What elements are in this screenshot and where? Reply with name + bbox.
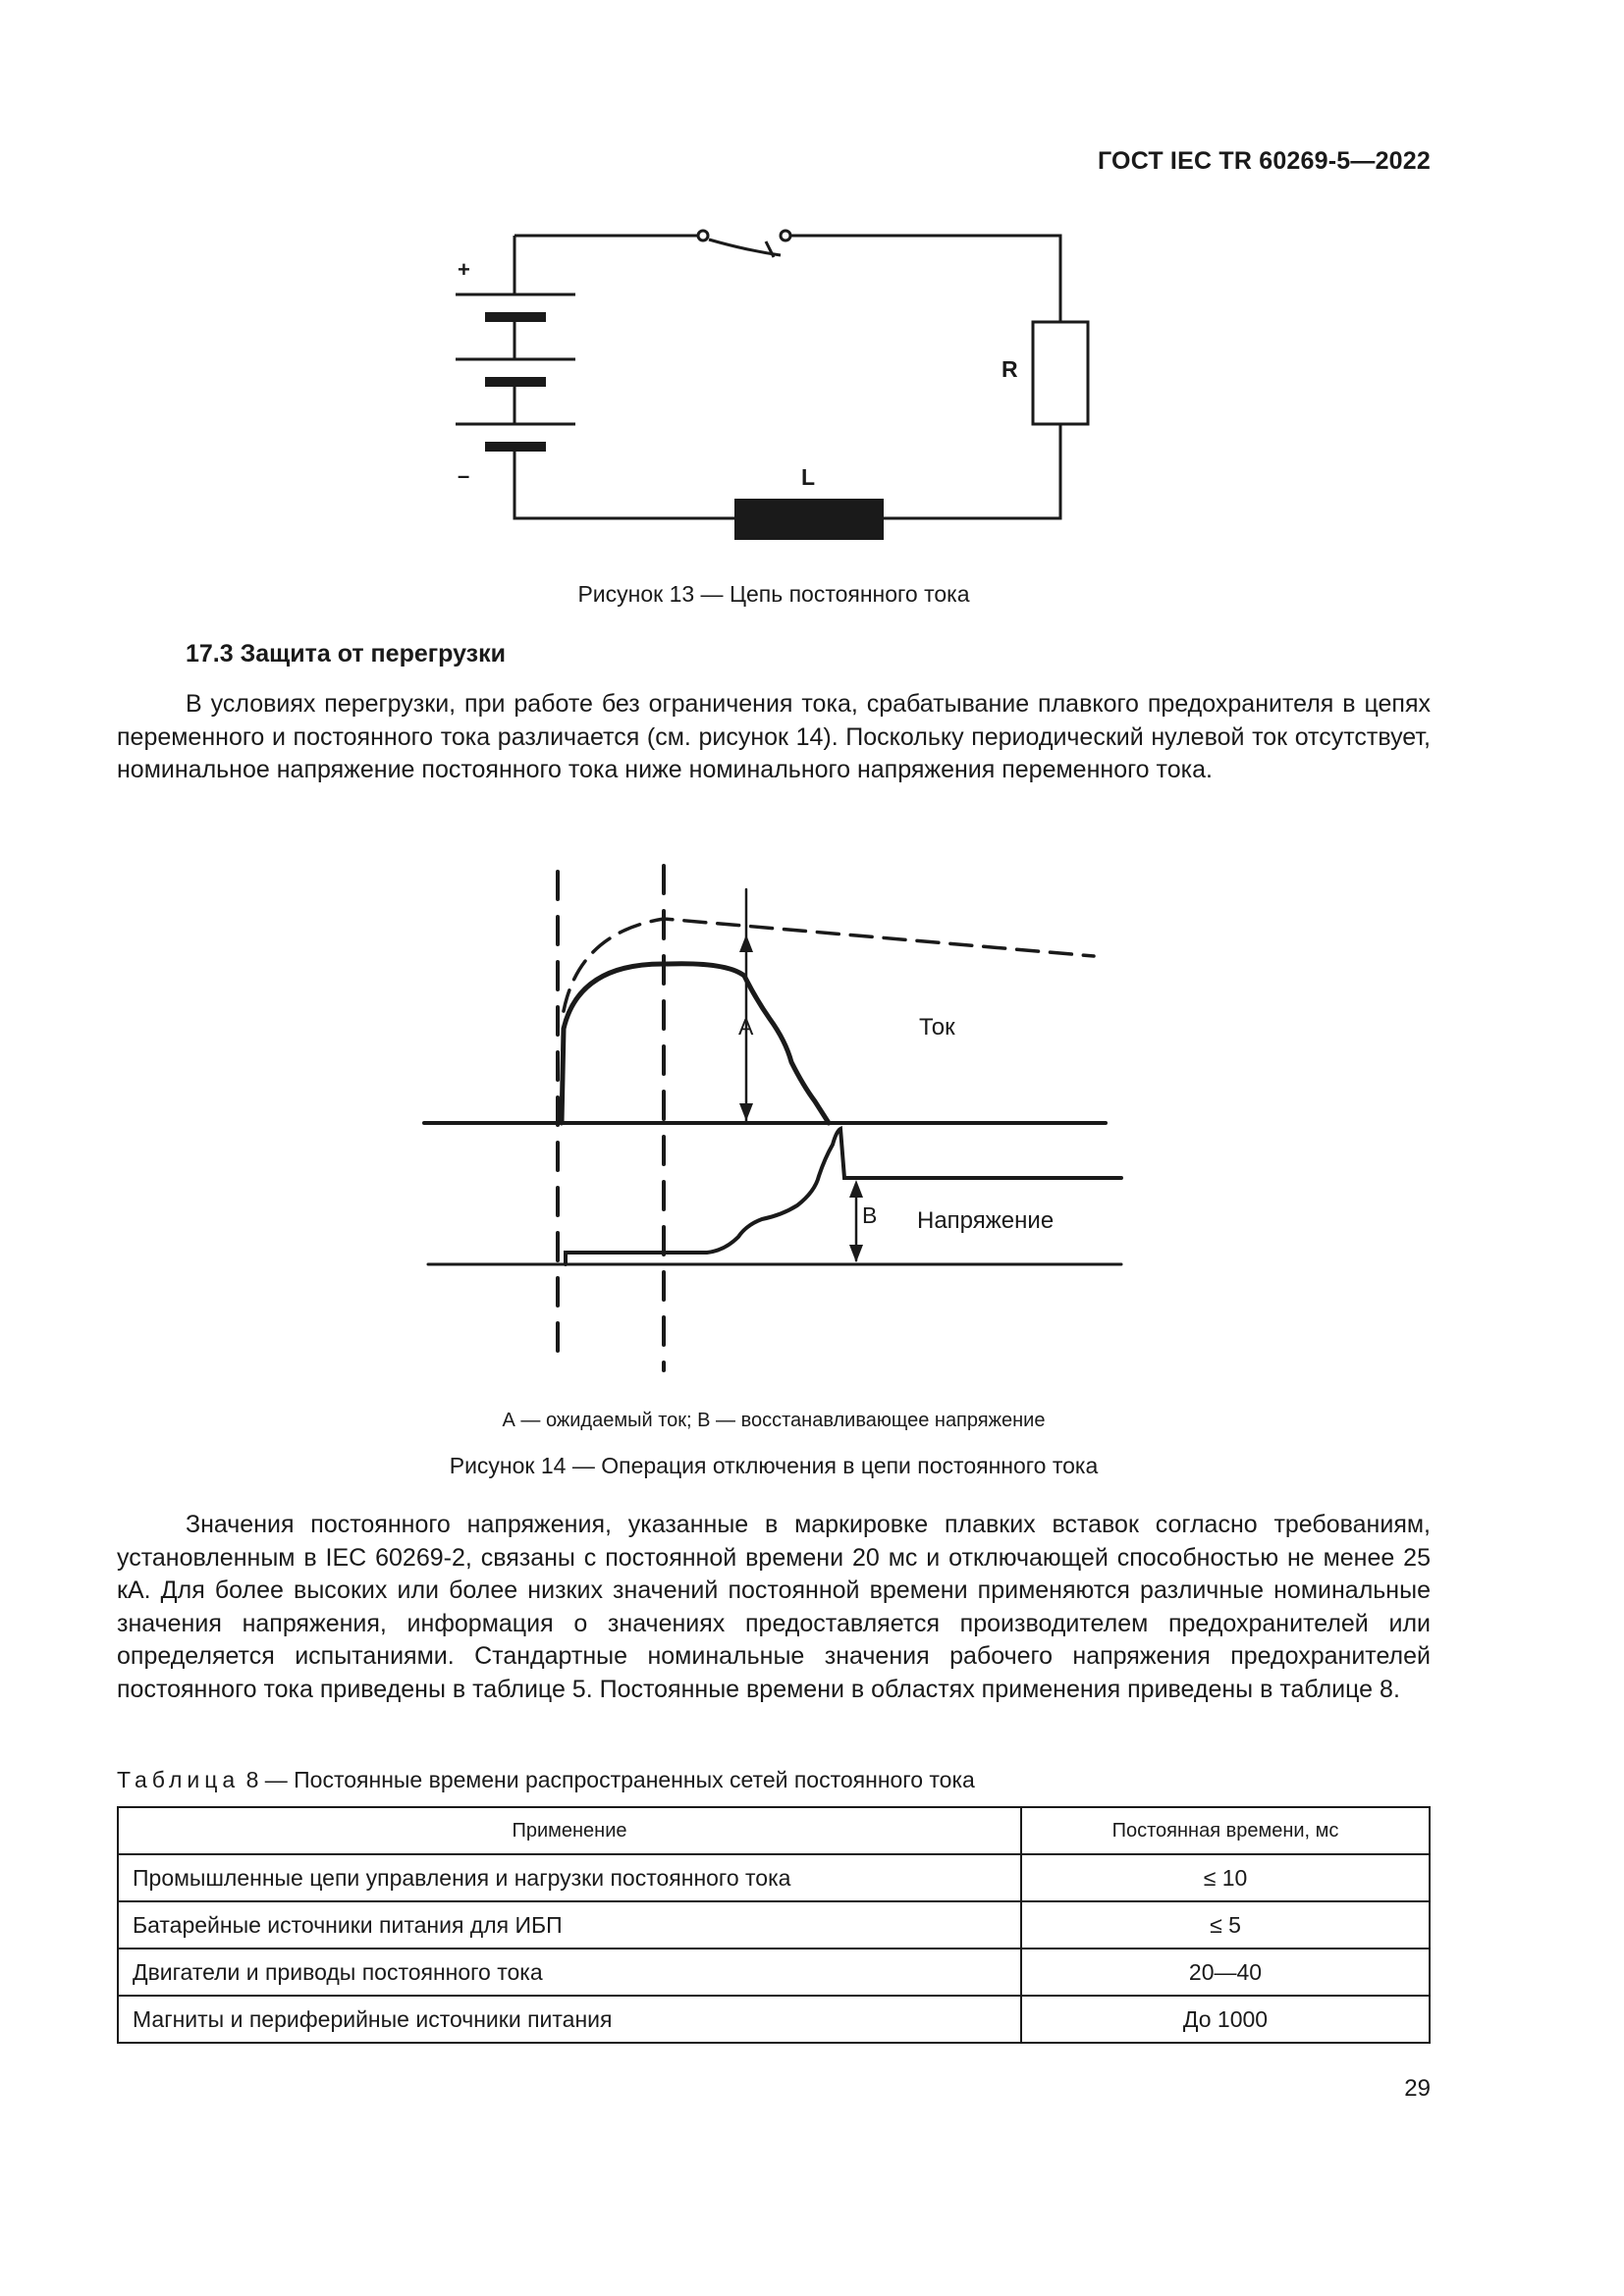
figure-14-diagram xyxy=(412,854,1159,1384)
figure-13-circuit xyxy=(432,206,1119,560)
paragraph-time-constants: Значения постоянного напряжения, указанные в маркировке плавких вставок согласно требованиям, установленным в IEC 60269-2, связаны с постоянной времени 20 мс и отключающей способностью не менее 25 кА. Для более высоких или более низких значений постоянной времени применяются различные номинальные значения напряжения, информация о значениях предоставляется производителем предохранителей или определяется испытаниями. Стандартные номинальные значения рабочего напряжения предохранителей постоянного тока приведены в таблице 5. Постоянные времени в областях применения приведены в таблице 8. xyxy=(117,1511,1431,1703)
voltage-curve xyxy=(566,1129,1121,1264)
cell-application: Промышленные цепи управления и нагрузки постоянного тока xyxy=(118,1854,1021,1901)
table-row xyxy=(118,1949,1430,1996)
switch-contact-left xyxy=(698,231,708,240)
arrow-a-head-top xyxy=(739,934,753,952)
header-application: Применение xyxy=(118,1807,1021,1854)
minus-label: – xyxy=(458,463,470,488)
label-voltage: Напряжение xyxy=(917,1207,1055,1234)
cell-application: Магниты и периферийные источники питания xyxy=(118,1996,1021,2043)
figure-14-caption: Рисунок 14 — Операция отключения в цепи постоянного тока xyxy=(449,1453,1099,1478)
wire-bottom-left xyxy=(514,463,736,518)
wire-right-bottom xyxy=(884,424,1060,518)
table-row xyxy=(118,1854,1430,1901)
battery-plate-short-1 xyxy=(485,312,546,322)
paragraph-overload: В условиях перегрузки, при работе без ограничения тока, срабатывание плавкого предохранителя в цепях переменного и постоянного тока различается (см. рисунок 14). Поскольку периодический нулевой ток отсутствует, номинальное напряжение постоянного тока ниже номинального напряжения переменного тока. xyxy=(117,690,1431,783)
cell-time-constant: До 1000 xyxy=(1021,1996,1430,2043)
time-constants-table xyxy=(117,1806,1431,2044)
wire-top-right xyxy=(790,236,1060,322)
figure-14-note: А — ожидаемый ток; В — восстанавливающее напряжение xyxy=(502,1410,1046,1431)
arrow-b-head-bottom xyxy=(849,1245,863,1262)
label-current: Ток xyxy=(919,1014,955,1041)
cell-time-constant: 20—40 xyxy=(1021,1949,1430,1996)
page-number: 29 xyxy=(1404,2075,1431,2102)
plus-label: + xyxy=(458,257,470,282)
label-a: A xyxy=(738,1014,754,1040)
resistor-r xyxy=(1033,322,1088,424)
table-title-prefix: Таблица xyxy=(117,1767,241,1792)
section-heading: 17.3 Защита от перегрузки xyxy=(186,640,506,667)
table-title xyxy=(117,1767,975,1793)
arrow-b-head-top xyxy=(849,1180,863,1198)
cell-time-constant: ≤ 10 xyxy=(1021,1854,1430,1901)
cell-time-constant: ≤ 5 xyxy=(1021,1901,1430,1949)
inductor-label: L xyxy=(801,464,816,490)
document-header: ГОСТ IEC TR 60269-5—2022 xyxy=(1098,147,1431,175)
cell-application: Батарейные источники питания для ИБП xyxy=(118,1901,1021,1949)
label-b: B xyxy=(862,1202,878,1228)
resistor-label: R xyxy=(1001,356,1018,382)
battery-plate-short-2 xyxy=(485,377,546,387)
table-row xyxy=(118,1996,1430,2043)
figure-13-caption: Рисунок 13 — Цепь постоянного тока xyxy=(577,581,970,607)
table-header-row xyxy=(118,1807,1430,1854)
inductor-l xyxy=(734,499,884,540)
battery-plate-short-3 xyxy=(485,442,546,452)
switch-contact-right xyxy=(781,231,790,240)
arrow-a-head-bottom xyxy=(739,1103,753,1121)
current-curve xyxy=(562,964,829,1123)
table-title-text: 8 — Постоянные времени распространенных сетей постоянного тока xyxy=(240,1767,975,1792)
header-time-constant: Постоянная времени, мс xyxy=(1021,1807,1430,1854)
table-row xyxy=(118,1901,1430,1949)
cell-application: Двигатели и приводы постоянного тока xyxy=(118,1949,1021,1996)
